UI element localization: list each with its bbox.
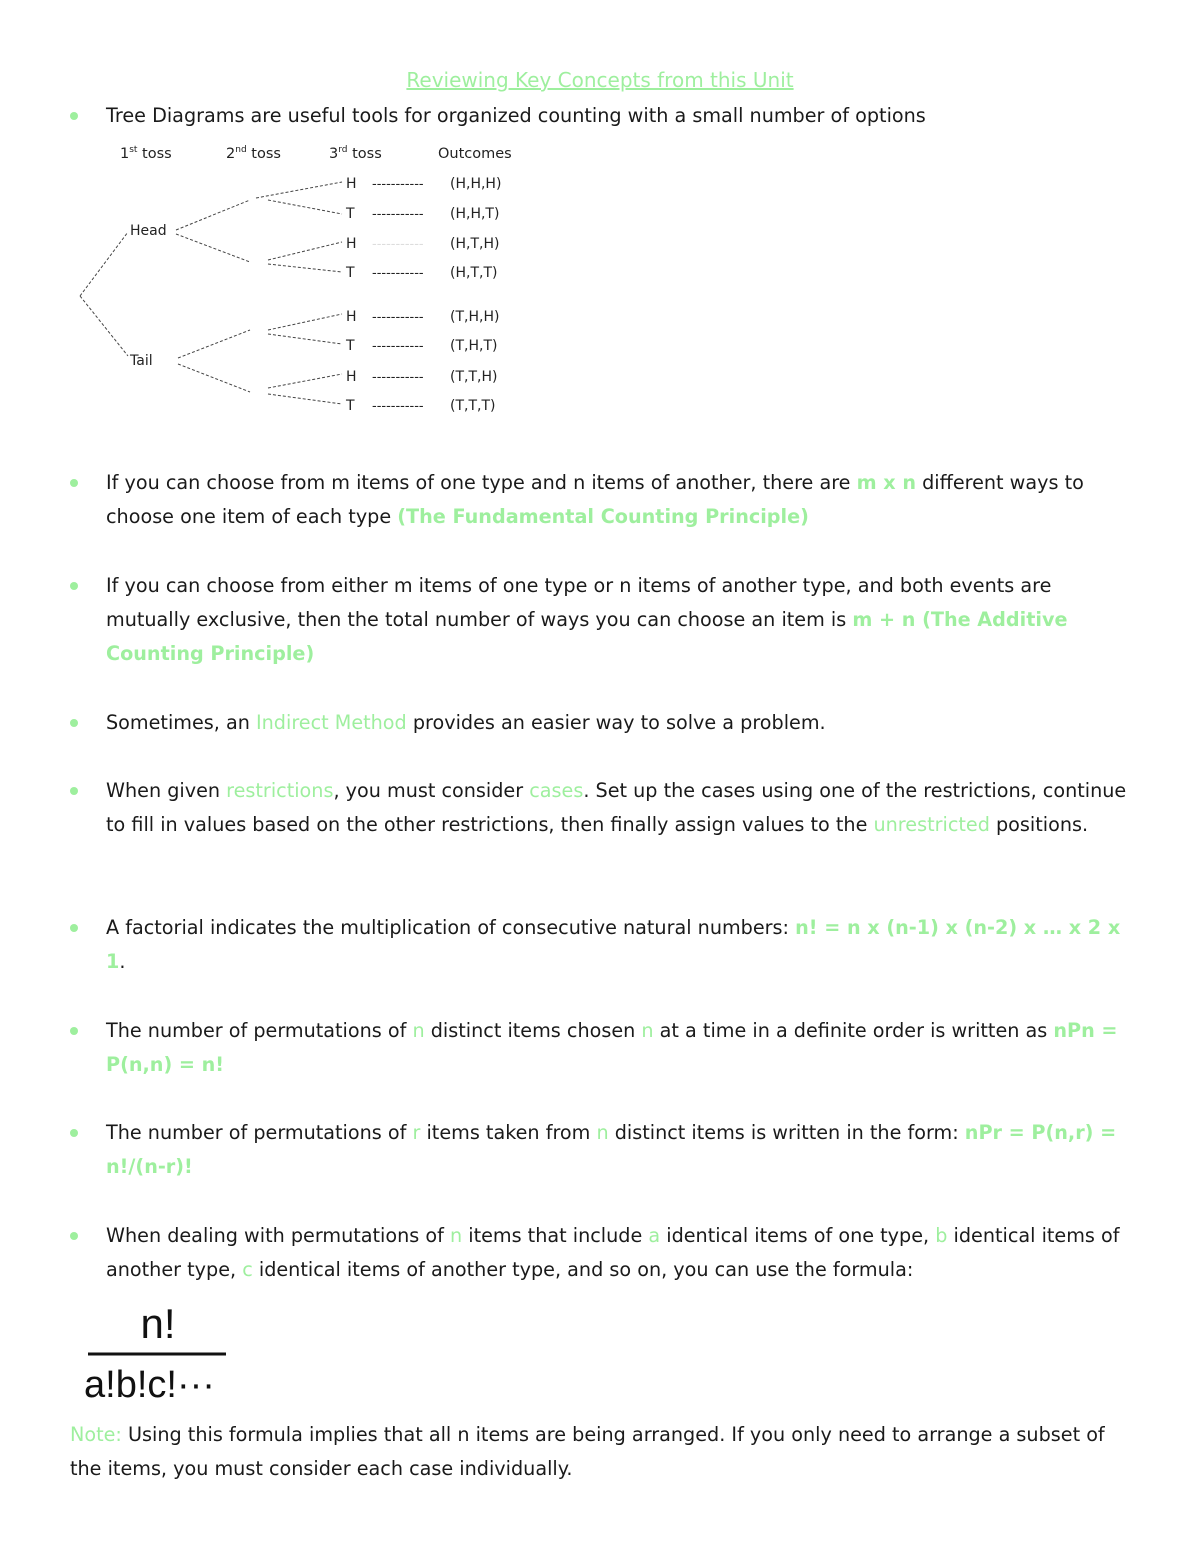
- node-third-toss: T: [346, 338, 355, 354]
- header-second-toss: 2nd toss: [226, 145, 281, 162]
- node-tail: Tail: [130, 353, 153, 369]
- highlight-a: a: [648, 1224, 661, 1247]
- bullet-text: identical items of another type, and so on, you can use the formula:: [252, 1258, 914, 1281]
- highlight-unrestricted: unrestricted: [873, 813, 990, 836]
- bullet-text: When dealing with permutations of: [106, 1224, 450, 1247]
- bullet-text: items that include: [462, 1224, 649, 1247]
- bullet-text: distinct items chosen: [424, 1019, 642, 1042]
- bullet-permutations-r: [106, 1116, 1136, 1184]
- highlight-c: c: [242, 1258, 253, 1281]
- node-third-toss: H: [346, 369, 357, 385]
- bullet-icon: [70, 582, 78, 590]
- highlight-factorial-formula: n! = n x (n-1) x (n-2) x … x 2 x 1: [106, 916, 1121, 973]
- bullet-text: distinct items is written in the form:: [608, 1121, 965, 1144]
- dash-connector: -----------: [372, 177, 424, 192]
- bullet-text: A factorial indicates the multiplication of consecutive natural numbers:: [106, 916, 796, 939]
- bullet-permutations-n: [106, 1014, 1136, 1082]
- bullet-text: Tree Diagrams are useful tools for organized counting with a small number of options: [106, 104, 926, 127]
- dash-connector: -----------: [372, 207, 424, 222]
- bullet-icon: [70, 112, 78, 120]
- bullet-text: If you can choose from m items of one type and n items of another, there are: [106, 471, 857, 494]
- dash-connector: -----------: [372, 310, 424, 325]
- highlight-indirect-method: Indirect Method: [255, 711, 407, 734]
- bullet-tree-diagrams: [106, 99, 1136, 133]
- bullet-icon: [70, 719, 78, 727]
- bullet-additive-counting: [106, 569, 1136, 671]
- outcome-label: (T,H,H): [450, 309, 500, 325]
- note-text: Using this formula implies that all n items are being arranged. If you only need to arrange a subset of the items, you must consider each case individually.: [70, 1423, 1105, 1480]
- node-third-toss: T: [346, 265, 355, 281]
- bullet-text: If you can choose from either m items of one type or n items of another type, and both events are mutually exclusive, then the total number of ways you can choose an item is: [106, 574, 1052, 631]
- dash-connector: -----------: [372, 237, 424, 252]
- bullet-text: positions.: [989, 813, 1089, 836]
- bullet-text: identical items of one type,: [660, 1224, 936, 1247]
- highlight-n: n: [596, 1121, 609, 1144]
- bullet-icon: [70, 1232, 78, 1240]
- dash-connector: -----------: [372, 266, 424, 281]
- bullet-text: provides an easier way to solve a problem.: [406, 711, 826, 734]
- highlight-n: n: [412, 1019, 425, 1042]
- note-label: Note:: [70, 1423, 122, 1446]
- bullet-indirect-method: [106, 706, 1136, 740]
- outcome-label: (T,H,T): [450, 338, 498, 354]
- bullet-text: .: [119, 950, 126, 973]
- node-third-toss: T: [346, 206, 355, 222]
- bullet-text: at a time in a definite order is written as: [653, 1019, 1054, 1042]
- bullet-text: . Set up the cases using one of the restrictions, continue to fill in values based on the other restrictions, then finally assign values to the: [106, 779, 1127, 836]
- node-third-toss: H: [346, 236, 357, 252]
- bullet-icon: [70, 1027, 78, 1035]
- highlight-npr-formula: nPr = P(n,r) = n!/(n-r)!: [106, 1121, 1117, 1178]
- outcome-label: (H,T,T): [450, 265, 498, 281]
- bullet-text: When given: [106, 779, 227, 802]
- dash-connector: -----------: [372, 370, 424, 385]
- outcome-label: (H,H,T): [450, 206, 500, 222]
- bullet-text: items taken from: [420, 1121, 597, 1144]
- bullet-icon: [70, 787, 78, 795]
- bullet-icon: [70, 1129, 78, 1137]
- dash-connector: -----------: [372, 339, 424, 354]
- coin-toss-tree-diagram: [70, 138, 540, 420]
- outcome-label: (T,T,H): [450, 369, 498, 385]
- header-third-toss: 3rd toss: [329, 145, 382, 162]
- bullet-icon: [70, 924, 78, 932]
- bullet-text: Sometimes, an: [106, 711, 256, 734]
- highlight-n: n: [449, 1224, 463, 1247]
- highlight-cases: cases: [529, 779, 584, 802]
- header-first-toss: 1st toss: [120, 145, 172, 162]
- formula-denominator: a!b!c!···: [84, 1364, 215, 1406]
- bullet-icon: [70, 479, 78, 487]
- outcome-label: (H,H,H): [450, 176, 502, 192]
- page-title: Reviewing Key Concepts from this Unit: [406, 68, 794, 92]
- node-third-toss: H: [346, 309, 357, 325]
- bullet-fundamental-counting: [106, 466, 1136, 534]
- identical-items-formula: [78, 1296, 258, 1406]
- highlight-restrictions: restrictions: [226, 779, 334, 802]
- outcome-label: (H,T,H): [450, 236, 500, 252]
- bullet-text: The number of permutations of: [106, 1019, 413, 1042]
- outcome-label: (T,T,T): [450, 398, 496, 414]
- bullet-factorial: [106, 911, 1136, 979]
- highlight-principle-name: (The Fundamental Counting Principle): [397, 505, 809, 528]
- bullet-restrictions: [106, 774, 1136, 842]
- header-outcomes: Outcomes: [438, 146, 512, 162]
- dash-connector: -----------: [372, 399, 424, 414]
- bullet-text: The number of permutations of: [106, 1121, 413, 1144]
- highlight-additive-principle: m + n (The Additive Counting Principle): [106, 608, 1068, 665]
- highlight-npn-formula: nPn = P(n,n) = n!: [106, 1019, 1118, 1076]
- highlight-b: b: [935, 1224, 948, 1247]
- bullet-text: different ways to choose one item of each type: [106, 471, 1084, 528]
- node-head: Head: [130, 223, 167, 239]
- note-paragraph: [70, 1418, 1130, 1486]
- bullet-text: , you must consider: [333, 779, 530, 802]
- bullet-identical-items: [106, 1219, 1136, 1287]
- highlight-m-times-n: m x n: [856, 471, 916, 494]
- bullet-text: identical items of another type,: [106, 1224, 1120, 1281]
- highlight-r: r: [412, 1121, 421, 1144]
- node-third-toss: H: [346, 176, 357, 192]
- highlight-n: n: [641, 1019, 654, 1042]
- node-third-toss: T: [346, 398, 355, 414]
- formula-numerator: n!: [140, 1300, 176, 1347]
